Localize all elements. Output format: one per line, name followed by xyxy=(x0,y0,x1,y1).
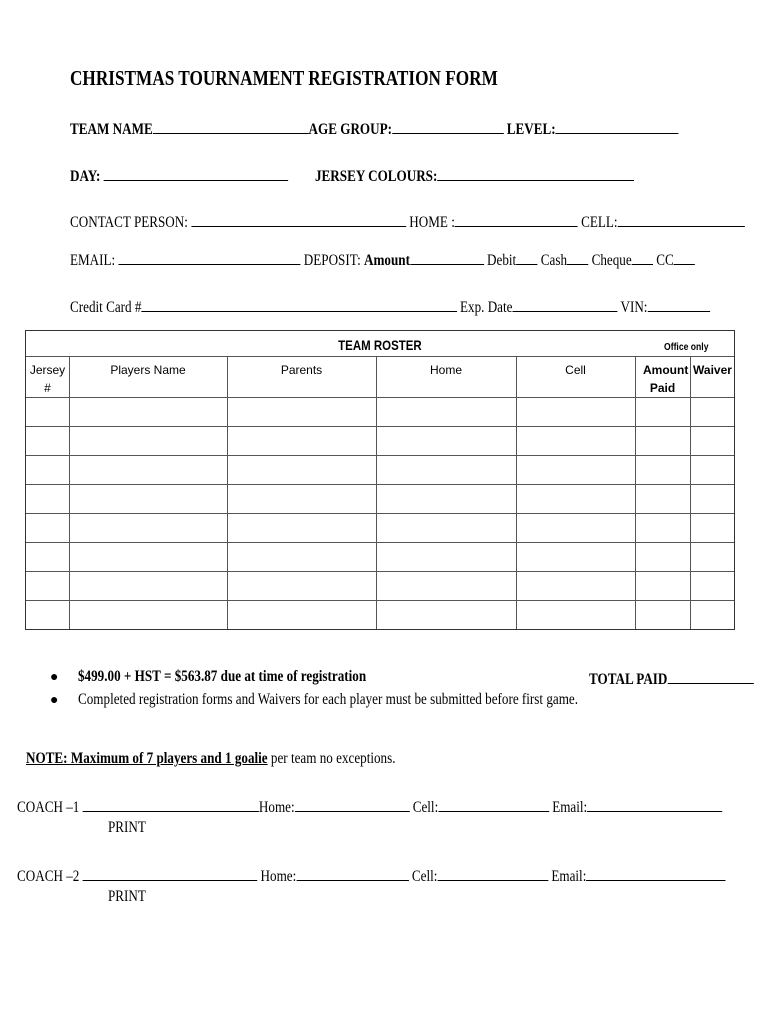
forms-note: Completed registration forms and Waivers for each player must be submitted before first game. xyxy=(78,691,579,708)
email-deposit-row xyxy=(70,250,770,269)
table-row xyxy=(26,455,734,456)
exp-date-label: Exp. Date xyxy=(460,299,513,316)
level-field[interactable] xyxy=(556,119,679,134)
roster-title: TEAM ROSTER xyxy=(338,337,422,353)
email-label: EMAIL: xyxy=(70,252,116,269)
coach-1-name-field[interactable] xyxy=(83,797,259,812)
col-cell: Cell xyxy=(565,363,586,377)
total-paid-field[interactable] xyxy=(667,669,753,684)
age-group-field[interactable] xyxy=(392,119,504,134)
debit-label: Debit xyxy=(487,252,517,269)
coach-1-label: COACH –1 xyxy=(17,799,80,816)
col-jersey: Jersey # xyxy=(29,363,66,395)
amount-label: Amount xyxy=(364,252,410,269)
cell-label: CELL: xyxy=(581,214,618,231)
cash-label: Cash xyxy=(540,252,568,269)
cell-field[interactable] xyxy=(618,212,745,227)
coach-2-email-label: Email: xyxy=(551,868,587,885)
day-label: DAY: xyxy=(70,168,101,185)
coach-1-home-label: Home: xyxy=(258,799,295,816)
total-paid-row xyxy=(589,669,770,688)
team-name-label: TEAM NAME xyxy=(70,121,153,138)
form-title: CHRISTMAS TOURNAMENT REGISTRATION FORM xyxy=(70,66,498,90)
bullet-icon: ● xyxy=(50,693,59,708)
day-row xyxy=(70,166,336,185)
col-amount-paid: Amount Paid xyxy=(643,363,689,395)
coach-2-label: COACH –2 xyxy=(17,868,80,885)
credit-card-field[interactable] xyxy=(141,297,457,312)
office-only-label: Office only xyxy=(664,341,709,353)
credit-card-label: Credit Card # xyxy=(70,299,142,316)
header-top-rule xyxy=(26,356,734,357)
col-parents: Parents xyxy=(280,363,323,377)
coach-2-row xyxy=(17,866,770,885)
coach-2-home-field[interactable] xyxy=(296,866,408,881)
contact-row xyxy=(70,212,770,231)
coach-1-cell-label: Cell: xyxy=(412,799,439,816)
coach-2-print-label: PRINT xyxy=(108,888,146,905)
cash-field[interactable] xyxy=(567,250,588,265)
table-row xyxy=(26,513,734,514)
amount-field[interactable] xyxy=(410,250,484,265)
team-info-row xyxy=(70,119,770,138)
max-players-note xyxy=(26,751,477,767)
coach-2-cell-field[interactable] xyxy=(437,866,548,881)
coach-2-email-field[interactable] xyxy=(586,866,725,881)
coach-2-home-label: Home: xyxy=(260,868,297,885)
note-rest: per team no exceptions. xyxy=(267,750,396,767)
bullet-icon: ● xyxy=(50,670,59,685)
team-name-field[interactable] xyxy=(153,119,309,134)
coach-1-row xyxy=(17,797,770,816)
coach-1-email-field[interactable] xyxy=(587,797,722,812)
debit-field[interactable] xyxy=(516,250,537,265)
fee-note: $499.00 + HST = $563.87 due at time of registration xyxy=(78,668,367,685)
exp-date-field[interactable] xyxy=(512,297,617,312)
cheque-field[interactable] xyxy=(632,250,653,265)
home-field[interactable] xyxy=(455,212,578,227)
col-players-name: Players Name xyxy=(110,363,186,377)
coach-1-email-label: Email: xyxy=(552,799,588,816)
coach-1-home-field[interactable] xyxy=(295,797,410,812)
table-row xyxy=(26,542,734,543)
home-label: HOME : xyxy=(409,214,455,231)
table-row xyxy=(26,397,734,398)
level-label: LEVEL: xyxy=(506,121,556,138)
contact-person-label: CONTACT PERSON: xyxy=(70,214,188,231)
coach-2-name-field[interactable] xyxy=(83,866,258,881)
day-field[interactable] xyxy=(104,166,289,181)
total-paid-label: TOTAL PAID xyxy=(589,671,668,688)
deposit-label: DEPOSIT: xyxy=(303,252,361,269)
note-emphasis: NOTE: Maximum of 7 players and 1 goalie xyxy=(26,750,268,767)
team-roster-table xyxy=(25,330,735,630)
table-row xyxy=(26,571,734,572)
table-row xyxy=(26,426,734,427)
jersey-colours-field[interactable] xyxy=(437,166,634,181)
cc-field[interactable] xyxy=(674,250,695,265)
email-field[interactable] xyxy=(118,250,300,265)
cheque-label: Cheque xyxy=(591,252,632,269)
table-row xyxy=(26,600,734,601)
exp-vin-row xyxy=(460,297,765,316)
coach-2-cell-label: Cell: xyxy=(411,868,438,885)
cc-label: CC xyxy=(656,252,674,269)
jersey-row xyxy=(315,166,704,185)
table-row xyxy=(26,484,734,485)
vin-label: VIN: xyxy=(620,299,648,316)
vin-field[interactable] xyxy=(647,297,709,312)
coach-1-cell-field[interactable] xyxy=(438,797,549,812)
col-waiver: Waiver xyxy=(693,363,732,377)
jersey-colours-label: JERSEY COLOURS: xyxy=(315,168,438,185)
coach-1-print-label: PRINT xyxy=(108,819,146,836)
col-home: Home xyxy=(429,363,462,377)
age-group-label: AGE GROUP: xyxy=(308,121,392,138)
contact-person-field[interactable] xyxy=(191,212,406,227)
